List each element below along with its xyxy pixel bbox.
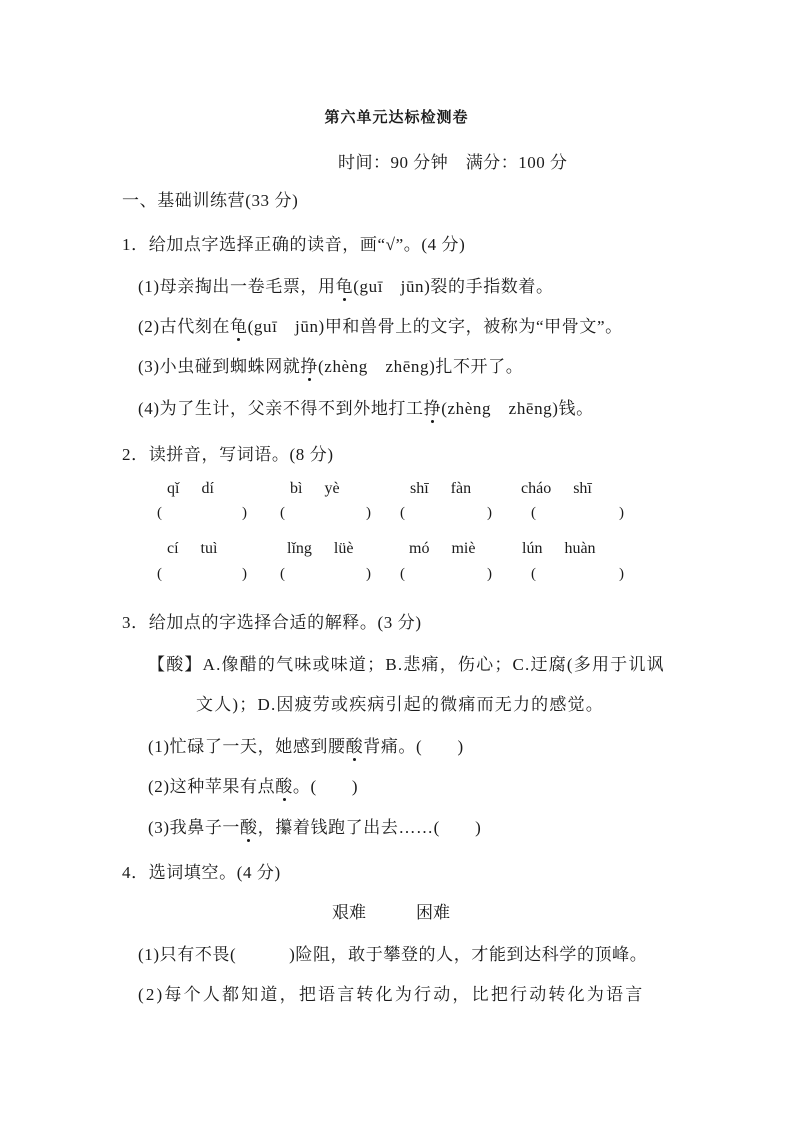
q1-item-3: (3)小虫碰到蜘蛛网就挣(zhèng zhēng)扎不开了。: [138, 352, 523, 377]
pinyin-ci-tui: cí tuì: [167, 540, 218, 557]
question-number: 3．: [122, 613, 149, 632]
pinyin-bi-ye: bì yè: [290, 480, 340, 497]
dotted-character: 酸: [275, 772, 293, 797]
pinyin-mo-mie: mó miè: [409, 540, 476, 557]
question-text: 给加点的字选择合适的解释。(3 分): [148, 613, 422, 632]
pinyin-ling-lue: lǐng lüè: [287, 540, 354, 557]
q1-item-4: (4)为了生计，父亲不得不到外地打工挣(zhèng zhēng)钱。: [138, 394, 594, 419]
word-choices: [332, 898, 450, 923]
definition-line-1: 【酸】A.像醋的气味或味道；B.悲痛，伤心；C.迂腐(多用于讥讽: [148, 655, 665, 674]
pinyin-shi-fan: shī fàn: [410, 480, 472, 497]
question-text: 读拼音，写词语。(8 分): [148, 445, 334, 464]
answer-blank[interactable]: 背痛。( ): [363, 737, 464, 756]
dotted-character: 挣: [424, 394, 442, 419]
q3-item-1: (1)忙碌了一天，她感到腰酸背痛。( ): [148, 732, 464, 757]
question-text: 给加点字选择正确的读音，画“√”。(4 分): [148, 235, 466, 254]
dotted-character: 酸: [240, 813, 258, 838]
dotted-character: 龟: [230, 312, 248, 337]
time-and-score: 时间：90 分钟 满分：100 分: [338, 153, 568, 172]
question-1-prompt: [122, 230, 465, 255]
document-title: 第六单元达标检测卷: [324, 108, 469, 126]
question-text: 选词填空。(4 分): [148, 863, 281, 882]
pronunciation-options[interactable]: (guī jūn): [247, 317, 325, 336]
answer-blank[interactable]: 。( ): [292, 777, 359, 796]
word-option: 困难: [416, 903, 450, 923]
pinyin-lun-huan: lún huàn: [522, 540, 596, 557]
pinyin-chao-shi: cháo shī: [521, 480, 592, 497]
question-number: 1．: [122, 235, 149, 254]
question-number: 2．: [122, 445, 149, 464]
pronunciation-options[interactable]: (zhèng zhēng): [318, 357, 436, 376]
question-4-prompt: [122, 858, 281, 883]
pronunciation-options[interactable]: (guī jūn): [353, 277, 431, 296]
dotted-character: 酸: [346, 732, 364, 757]
answer-blank[interactable]: ，攥着钱跑了出去……( ): [257, 818, 482, 837]
q1-item-2: (2)古代刻在龟(guī jūn)甲和兽骨上的文字，被称为“甲骨文”。: [138, 312, 623, 337]
question-3-prompt: [122, 608, 422, 633]
question-number: 4．: [122, 863, 149, 882]
definition-line-2: 文人)；D.因疲劳或疾病引起的微痛而无力的感觉。: [196, 695, 604, 714]
question-2-prompt: [122, 440, 334, 465]
dotted-character: 龟: [336, 272, 354, 297]
q3-item-3: (3)我鼻子一酸，攥着钱跑了出去……( ): [148, 813, 481, 838]
section-heading: 一、基础训练营(33 分): [122, 191, 299, 210]
pronunciation-options[interactable]: (zhèng zhēng): [441, 399, 559, 418]
q4-item-2: (2)每个人都知道，把语言转化为行动，比把行动转化为语言: [138, 985, 645, 1004]
q1-item-1: (1)母亲掏出一卷毛票，用龟(guī jūn)裂的手指数着。: [138, 272, 554, 297]
word-option: 艰难: [332, 903, 366, 923]
dotted-character: 挣: [300, 352, 318, 377]
q3-item-2: (2)这种苹果有点酸。( ): [148, 772, 358, 797]
q4-item-1[interactable]: (1)只有不畏( )险阻，敢于攀登的人，才能到达科学的顶峰。: [138, 945, 648, 964]
pinyin-qi-di: qǐ dí: [167, 480, 214, 497]
